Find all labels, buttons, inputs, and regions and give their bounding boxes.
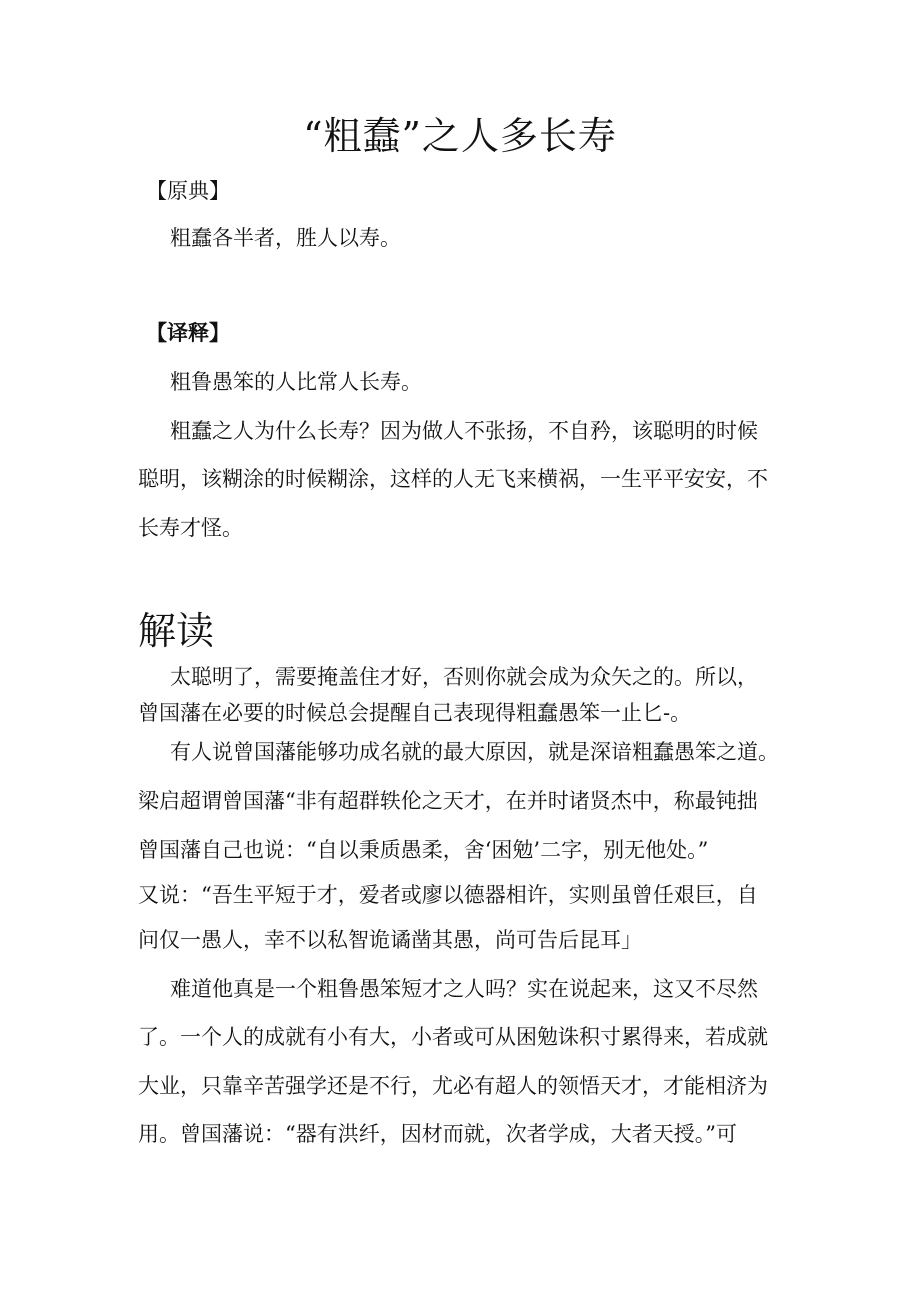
interpretation-line: 大业，只靠辛苦强学还是不行，尤必有超人的领悟天才，才能相济为 [138,1074,768,1098]
interpretation-line: 用。曾国藩说：“器有洪纤，因材而就，次者学成，大者天授。”可 [138,1122,737,1146]
translation-line: 聪明，该糊涂的时候糊涂，这样的人无飞来横祸，一生平平安安，不 [138,467,768,491]
translation-label: 【译释】 [146,320,230,345]
interpretation-line: 曾国藩自己也说：“自以秉质愚柔，舍‘困勉’二字，别无他处。” [138,838,709,862]
interpretation-heading: 解读 [138,609,215,653]
interpretation-line: 问仅一愚人，幸不以私智诡谲凿其愚，尚可告后昆耳」 [138,928,642,952]
translation-line: 粗鲁愚笨的人比常人长寿。 [170,370,422,394]
document-title: “粗蠢”之人多长寿 [303,114,617,158]
original-label: 【原典】 [146,179,230,203]
interpretation-line: 又说：“吾生平短于才，爱者或廖以德器相许，实则虽曾任艰巨，自 [138,883,758,907]
interpretation-line: 梁启超谓曾国藩“非有超群轶伦之天才，在并时诸贤杰中，称最钝拙 [138,789,758,813]
interpretation-line: 难道他真是一个粗鲁愚笨短才之人吗？实在说起来，这又不尽然 [170,977,758,1001]
interpretation-line: 有人说曾国藩能够功成名就的最大原因，就是深谙粗蠢愚笨之道。 [170,740,779,764]
interpretation-line: 了。一个人的成就有小有大，小者或可从困勉诛积寸累得来，若成就 [138,1025,768,1049]
original-text: 粗蠢各半者，胜人以寿。 [170,226,401,250]
interpretation-line: 太聪明了，需要掩盖住才好，否则你就会成为众矢之的。所以， [170,665,758,689]
translation-line: 长寿才怪。 [138,516,243,540]
interpretation-line: 曾国藩在必要的时候总会提醒自己表现得粗蠢愚笨一止匕-。 [138,701,692,725]
translation-line: 粗蠢之人为什么长寿？因为做人不张扬，不自矜，该聪明的时候 [170,419,758,443]
